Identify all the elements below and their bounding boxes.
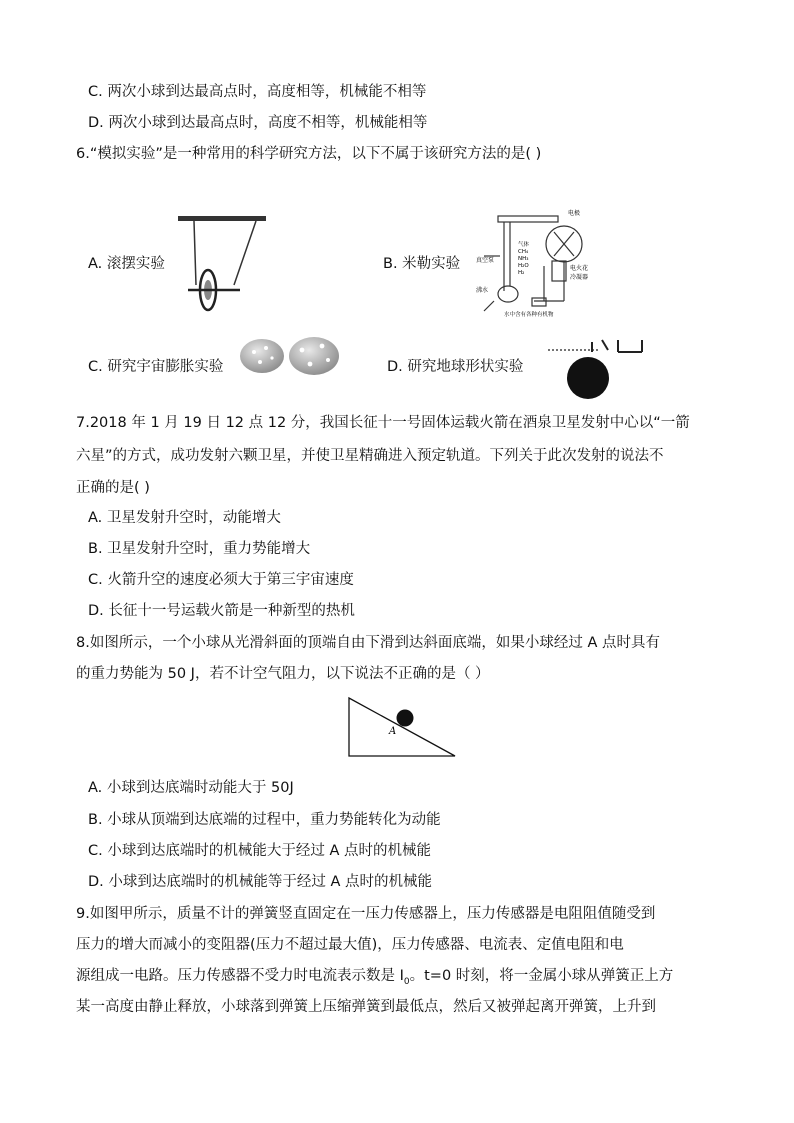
- q8-stem-line-1: 8.如图所示，一个小球从光滑斜面的顶端自由下滑到达斜面底端，如果小球经过 A 点时具有: [76, 635, 660, 651]
- q9-stem-line-3a: 源组成一电路。压力传感器不受力时电流表示数是 I: [76, 968, 404, 984]
- q6-option-a: A. 滚摆实验: [88, 256, 165, 272]
- q7-stem-line-2: 六星”的方式，成功发射六颗卫星，并使卫星精确进入预定轨道。下列关于此次发射的说法不: [76, 448, 664, 464]
- q9-stem-line-2: 压力的增大而减小的变阻器(压力不超过最大值)，压力传感器、电流表、定值电阻和电: [76, 937, 624, 953]
- earth-shape-figure: [544, 336, 644, 400]
- q8-option-b: B. 小球从顶端到达底端的过程中，重力势能转化为动能: [88, 812, 441, 828]
- q9-stem-line-1: 9.如图甲所示，质量不计的弹簧竖直固定在一压力传感器上，压力传感器是电阻阻值随受到: [76, 906, 656, 922]
- q7-option-a: A. 卫星发射升空时，动能增大: [88, 510, 281, 526]
- miller-label-condenser: 冷凝器: [570, 274, 589, 281]
- q6-stem: 6.“模拟实验”是一种常用的科学研究方法，以下不属于该研究方法的是( ): [76, 146, 542, 162]
- q5-option-d: D. 两次小球到达最高点时，高度不相等，机械能相等: [88, 115, 428, 131]
- q8-stem-line-2: 的重力势能为 50 J，若不计空气阻力，以下说法不正确的是（ ）: [76, 666, 490, 682]
- miller-label-boil: 沸水: [476, 287, 489, 294]
- q7-stem-line-1: 7.2018 年 1 月 19 日 12 点 12 分，我国长征十一号固体运载火箭在酒泉卫星发射中心以“一箭: [76, 415, 690, 431]
- q8-option-a: A. 小球到达底端时动能大于 50J: [88, 780, 294, 796]
- miller-label-spark: 电火花: [570, 265, 589, 272]
- q7-option-b: B. 卫星发射升空时，重力势能增大: [88, 541, 311, 557]
- q5-option-c: C. 两次小球到达最高点时，高度相等，机械能不相等: [88, 84, 427, 100]
- miller-experiment-figure: [474, 206, 614, 320]
- q7-option-d: D. 长征十一号运载火箭是一种新型的热机: [88, 603, 355, 619]
- miller-label-ch4: CH₄: [518, 249, 529, 255]
- incline-point-label: A: [389, 726, 397, 737]
- q6-option-d: D. 研究地球形状实验: [387, 359, 524, 375]
- incline-figure: [347, 696, 459, 760]
- q9-stem-line-3b: 。t=0 时刻，将一金属小球从弹簧正上方: [409, 968, 674, 984]
- q9-stem-subscript: 0: [403, 976, 410, 987]
- q9-stem-line-4: 某一高度由静止释放，小球落到弹簧上压缩弹簧到最低点，然后又被弹起离开弹簧，上升到: [76, 999, 656, 1015]
- miller-label-vacuum: 真空泵: [476, 257, 495, 264]
- q8-option-c: C. 小球到达底端时的机械能大于经过 A 点时的机械能: [88, 843, 431, 859]
- miller-label-nh3: NH₃: [518, 256, 529, 262]
- maxwell-pendulum-figure: [176, 213, 268, 317]
- miller-label-gas: 气体: [518, 242, 530, 248]
- miller-label-h2o: H₂O: [518, 263, 529, 269]
- q9-stem-line-3: [76, 966, 673, 992]
- miller-label-water: 水中含有各种有机物: [504, 312, 554, 318]
- miller-label-h2: H₂: [518, 270, 525, 276]
- q7-option-c: C. 火箭升空的速度必须大于第三宇宙速度: [88, 572, 354, 588]
- q7-stem-line-3: 正确的是( ): [76, 480, 150, 496]
- balloon-expansion-figure: [238, 336, 340, 376]
- q6-option-c: C. 研究宇宙膨胀实验: [88, 359, 224, 375]
- q6-option-b: B. 米勒实验: [383, 256, 461, 272]
- q8-option-d: D. 小球到达底端时的机械能等于经过 A 点时的机械能: [88, 874, 433, 890]
- miller-label-electrode: 电极: [568, 210, 581, 217]
